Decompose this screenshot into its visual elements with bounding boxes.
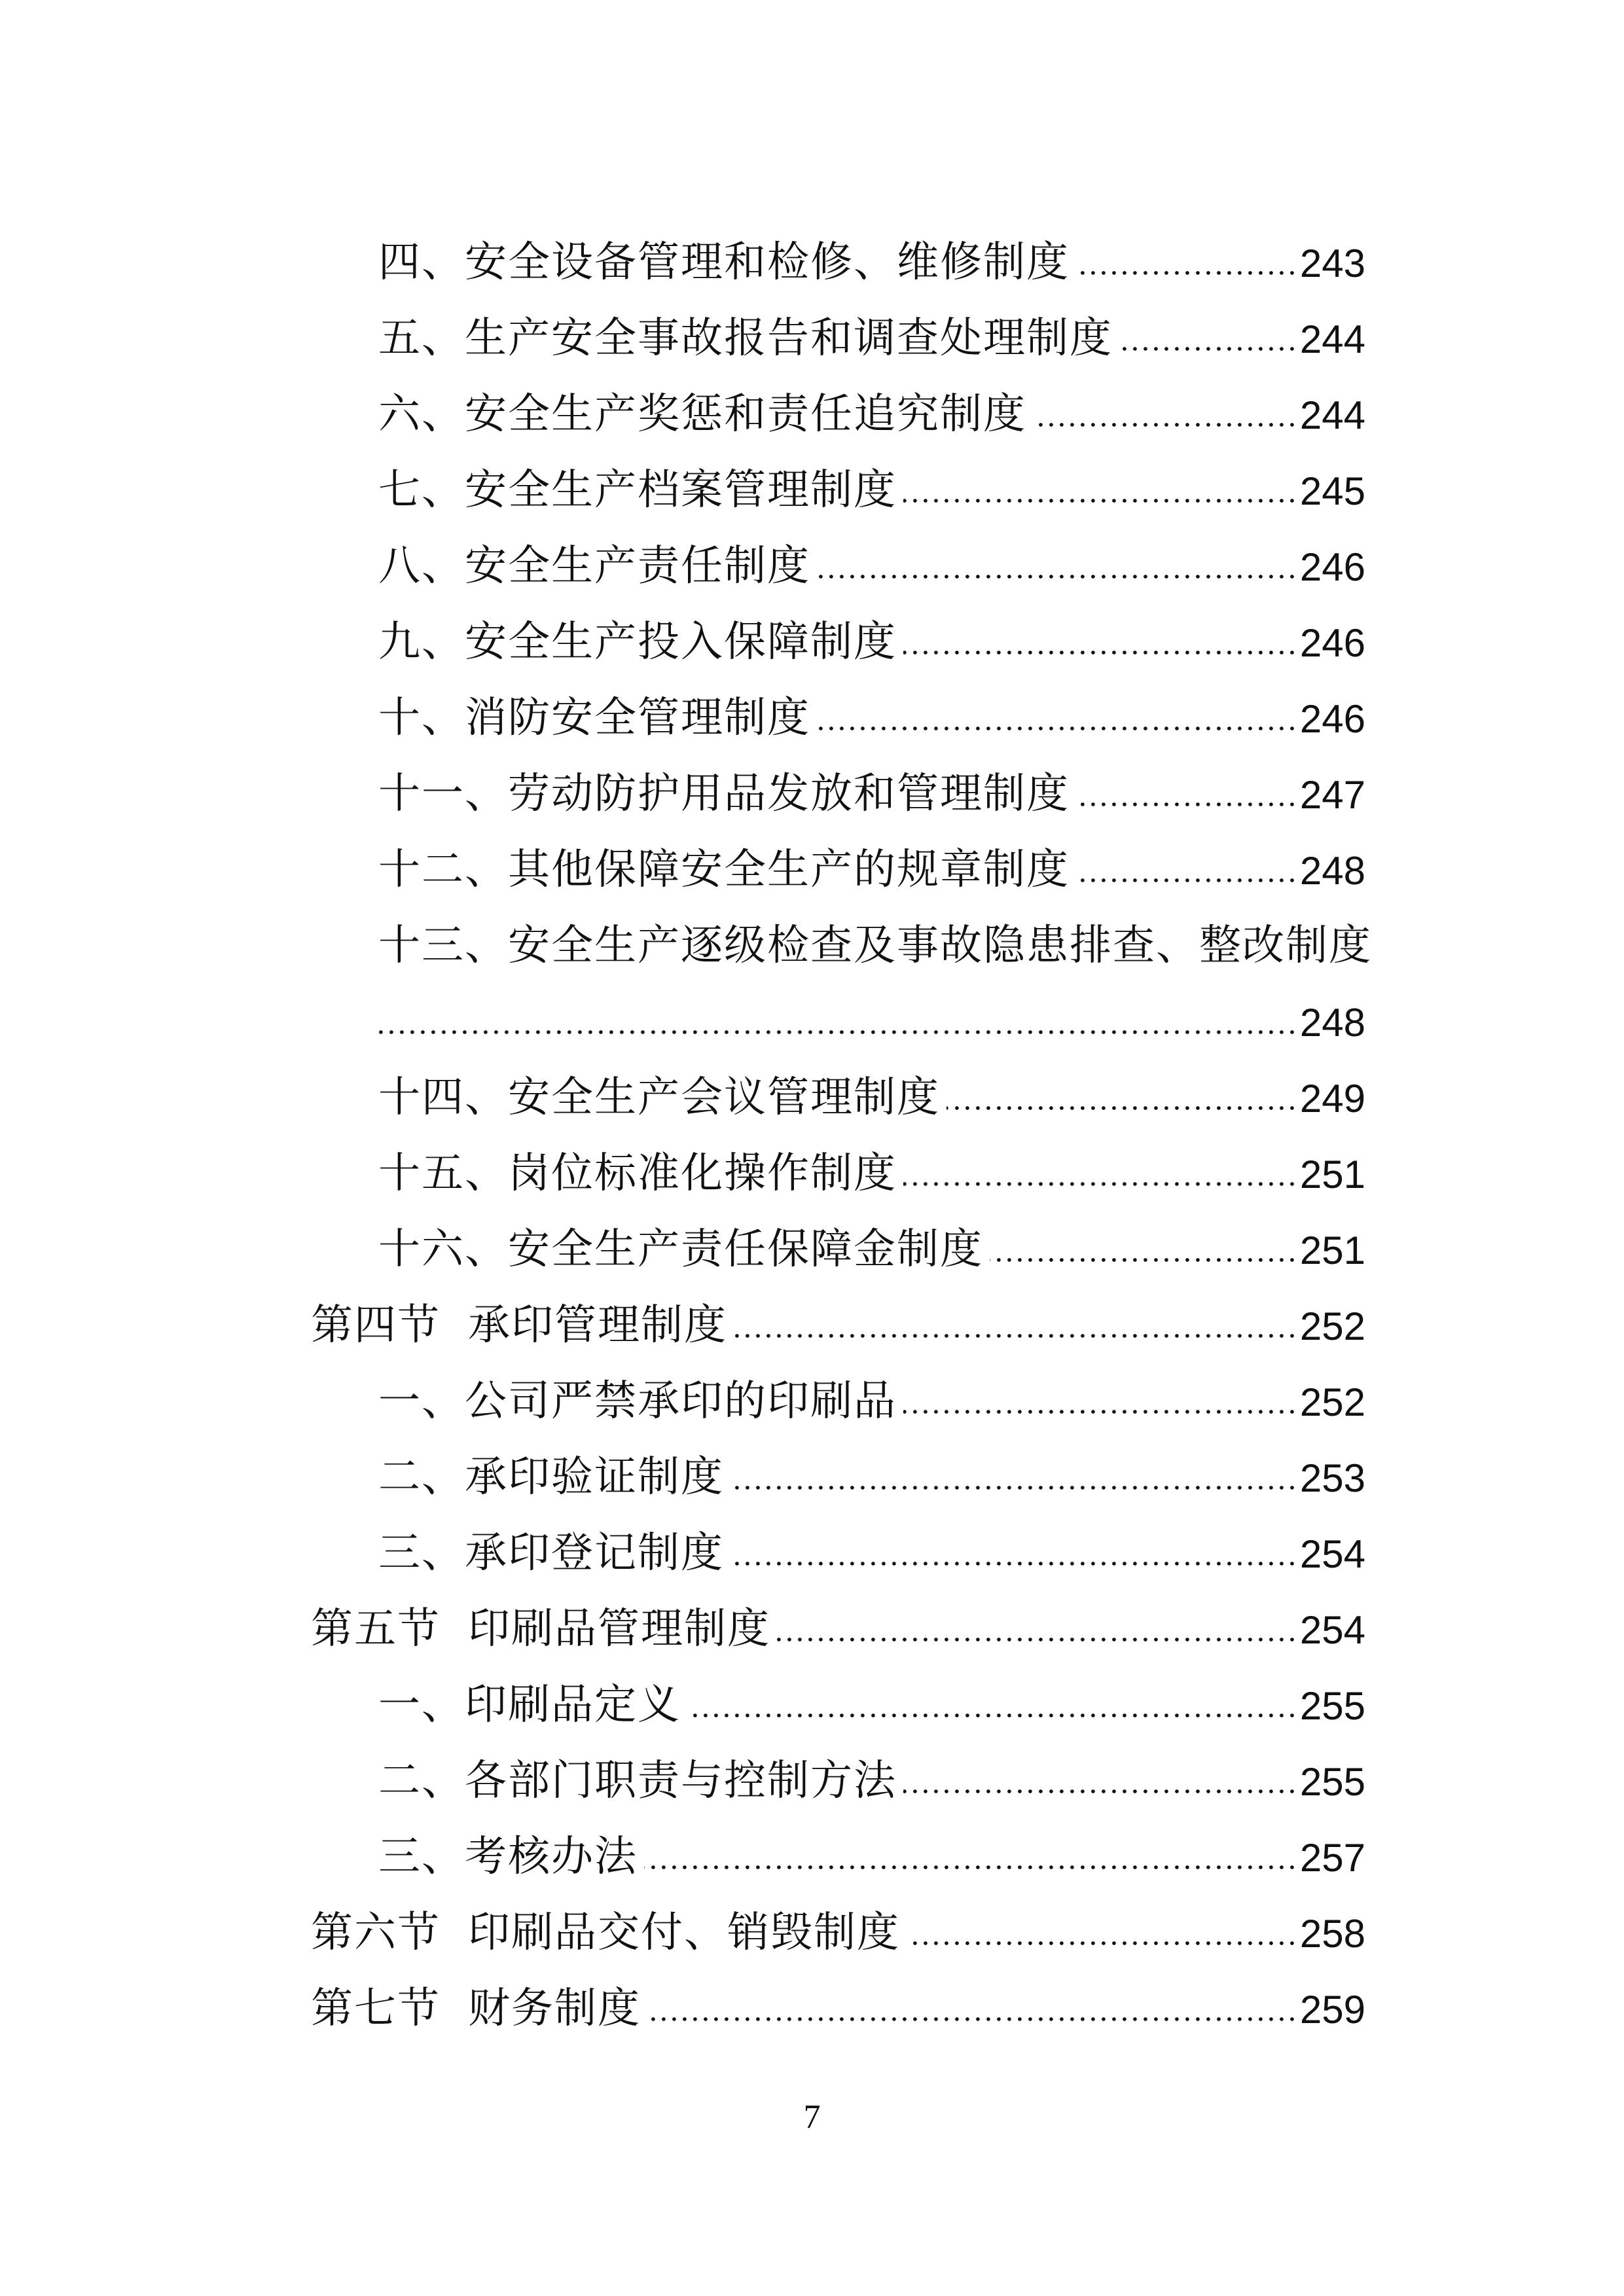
toc-entry[interactable] [0, 1650, 1624, 1729]
toc-entry[interactable] [0, 207, 1624, 287]
toc-entry[interactable] [0, 283, 1624, 363]
toc-entry[interactable] [0, 1498, 1624, 1577]
toc-entry[interactable] [0, 1043, 1624, 1122]
toc-entry-label: 六、安全生产奖惩和责任追究制度 [378, 390, 1026, 439]
toc-entry-label: 十三、安全生产逐级检查及事故隐患排查、整改制度 [378, 922, 1372, 970]
toc-entry-page: 246 [1299, 621, 1365, 665]
dot-leader [903, 1181, 1297, 1187]
toc-entry-page: 243 [1299, 242, 1365, 285]
toc-entry-page: 248 [1299, 849, 1365, 893]
toc-entry-page: 259 [1299, 1988, 1365, 2032]
toc-entry[interactable] [0, 359, 1624, 439]
toc-entry-label: 一、印刷品定义 [378, 1681, 681, 1729]
toc-entry-label: 十四、安全生产会议管理制度 [378, 1073, 940, 1122]
toc-entry-page: 252 [1299, 1304, 1365, 1348]
toc-entry-page: 249 [1299, 1077, 1365, 1121]
toc-entry[interactable] [0, 511, 1624, 590]
toc-entry-label: 印刷品交付、销毁制度 [468, 1909, 900, 1957]
dot-leader [1119, 346, 1297, 351]
dot-leader [644, 1865, 1297, 1870]
toc-entry-page: 247 [1299, 773, 1365, 817]
toc-entry-label: 五、生产安全事故报告和调查处理制度 [378, 314, 1113, 363]
toc-entry[interactable] [0, 587, 1624, 666]
dot-leader [1076, 878, 1297, 883]
toc-entry-label: 八、安全生产责任制度 [378, 542, 810, 590]
dot-leader [947, 1105, 1297, 1111]
toc-entry[interactable] [0, 1726, 1624, 1805]
toc-entry-page: 255 [1299, 1760, 1365, 1804]
toc-entry[interactable] [0, 1802, 1624, 1881]
toc-entry-label: 二、承印验证制度 [378, 1453, 724, 1501]
dot-leader [907, 1941, 1297, 1946]
toc-entry-page: 244 [1299, 393, 1365, 437]
toc-section-number: 第七节 [311, 1984, 441, 2033]
toc-entry-page: 246 [1299, 697, 1365, 741]
toc-entry-page: 254 [1299, 1608, 1365, 1652]
toc-section-entry[interactable] [0, 1270, 1624, 1350]
toc-section-number: 第四节 [311, 1301, 441, 1350]
toc-section-entry[interactable] [0, 1878, 1624, 1957]
dot-leader [734, 1333, 1297, 1338]
dot-leader [817, 574, 1297, 579]
toc-entry-page: 246 [1299, 545, 1365, 589]
toc-entry-page: 244 [1299, 317, 1365, 361]
toc-entry-wrapped-leader-line[interactable] [0, 967, 1624, 1043]
toc-section-entry[interactable] [0, 1954, 1624, 2033]
dot-leader [990, 1257, 1297, 1263]
toc-section-number: 第五节 [311, 1605, 441, 1653]
dot-leader [647, 2017, 1297, 2022]
toc-entry[interactable] [0, 663, 1624, 742]
dot-leader [903, 498, 1297, 503]
toc-section-entry[interactable] [0, 1574, 1624, 1653]
toc-entry-label: 九、安全生产投入保障制度 [378, 618, 897, 666]
toc-entry-label: 三、承印登记制度 [378, 1529, 724, 1577]
toc-entry-page: 251 [1299, 1153, 1365, 1196]
toc-entry-label: 一、公司严禁承印的印刷品 [378, 1377, 897, 1426]
toc-entry-label: 十、消防安全管理制度 [378, 694, 810, 742]
toc-entry-label: 承印管理制度 [468, 1301, 727, 1350]
dot-leader [903, 1789, 1297, 1794]
toc-entry-wrapped-title[interactable] [378, 891, 1372, 970]
toc-entry-page: 255 [1299, 1684, 1365, 1728]
toc-entry-label: 印刷品管理制度 [468, 1605, 770, 1653]
dot-leader [777, 1637, 1297, 1642]
toc-entry-label: 四、安全设备管理和检修、维修制度 [378, 238, 1070, 287]
dot-leader [903, 650, 1297, 655]
toc-entry-page: 253 [1299, 1456, 1365, 1500]
page-number: 7 [803, 2098, 821, 2136]
toc-entry-page: 248 [1299, 1001, 1365, 1045]
toc-entry-page: 254 [1299, 1532, 1365, 1576]
toc-entry-page: 252 [1299, 1380, 1365, 1424]
toc-entry-page: 258 [1299, 1912, 1365, 1956]
dot-leader [903, 1409, 1297, 1414]
toc-entry-page: 257 [1299, 1836, 1365, 1880]
toc-entry[interactable] [0, 1422, 1624, 1501]
toc-entry-label: 三、考核办法 [378, 1833, 638, 1881]
toc-entry-label: 十二、其他保障安全生产的规章制度 [378, 846, 1070, 894]
toc-entry[interactable] [0, 739, 1624, 818]
dot-leader [378, 1030, 1297, 1035]
toc-entry-label: 十六、安全生产责任保障金制度 [378, 1225, 983, 1274]
toc-entry-label: 七、安全生产档案管理制度 [378, 466, 897, 514]
dot-leader [687, 1713, 1297, 1718]
dot-leader [731, 1485, 1297, 1490]
toc-entry[interactable] [0, 1119, 1624, 1198]
toc-entry[interactable] [0, 435, 1624, 514]
dot-leader [1076, 802, 1297, 807]
toc-entry-label: 财务制度 [468, 1984, 641, 2033]
toc-entry-page: 251 [1299, 1229, 1365, 1272]
dot-leader [1033, 422, 1297, 427]
toc-section-number: 第六节 [311, 1909, 441, 1957]
dot-leader [1076, 270, 1297, 276]
toc-entry-page: 245 [1299, 469, 1365, 513]
toc-entry-label: 二、各部门职责与控制方法 [378, 1757, 897, 1805]
toc-entry[interactable] [0, 1194, 1624, 1274]
toc-entry[interactable] [0, 1346, 1624, 1426]
toc-entry[interactable] [0, 815, 1624, 894]
dot-leader [731, 1561, 1297, 1566]
dot-leader [817, 726, 1297, 731]
toc-entry-label: 十一、劳动防护用品发放和管理制度 [378, 770, 1070, 818]
toc-entry-label: 十五、岗位标准化操作制度 [378, 1149, 897, 1198]
